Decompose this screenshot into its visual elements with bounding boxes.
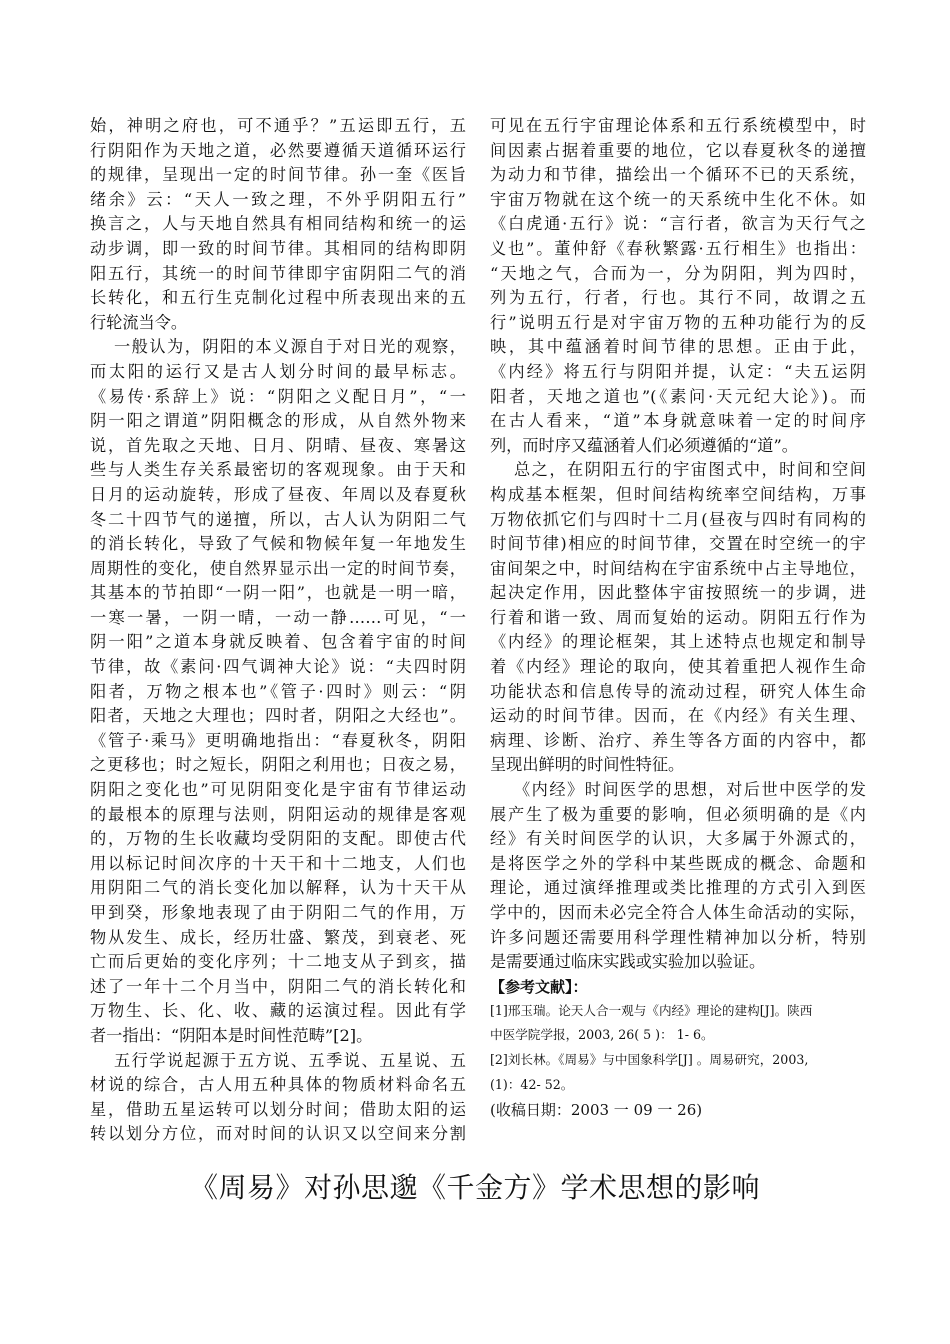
text-line: 《内经》的理论框架，其上述特点也规定和制导 [490, 632, 866, 652]
text-line: 呈现出鲜明的时间性特征。 [490, 755, 685, 775]
text-line: 《管子·乘马》更明确地指出：“春夏秋冬，阴阳 [90, 730, 466, 750]
text-line: 义也”。董仲舒《春秋繁露·五行相生》也指出： [490, 238, 866, 258]
text-line: 列为五行，行者，行也。其行不同，故谓之五 [490, 288, 866, 308]
text-line: 许多问题还需要用科学理性精神加以分析，特别 [490, 927, 866, 947]
text-line: 周期性的变化，使自然界显示出一定的时间节奏， [90, 558, 466, 578]
text-line: “天地之气，合而为一，分为阴阳，判为四时， [490, 263, 866, 283]
text-line: 间因素占据着重要的地位，它以春夏秋冬的递擅 [490, 140, 866, 160]
text-line: 《易传·系辞上》说：“阴阳之义配日月”，“一 [90, 386, 466, 406]
text-line: 的规律，呈现出一定的时间节律。孙一奎《医旨 [90, 165, 466, 185]
text-line: 星，借助五星运转可以划分时间；借助太阳的运 [90, 1099, 466, 1119]
text-line: 在古人看来，“道”本身就意味着一定的时间序 [490, 411, 866, 431]
text-line: 展产生了极为重要的影响，但必须明确的是《内 [490, 804, 866, 824]
text-line: 万物生、长、化、收、藏的运演过程。因此有学 [90, 1001, 466, 1021]
text-line: 甲到癸，形象地表现了由于阴阳二气的作用，万 [90, 903, 466, 922]
text-line: 物从发生、成长，经历壮盛、繁茂，到衰老、死 [90, 927, 466, 947]
text-line: 者一指出：“阴阳本是时间性范畴”[2]。 [90, 1025, 373, 1045]
text-line: 长转化，和五行生克制化过程中所表现出来的五 [90, 288, 466, 308]
text-line: 节律，故《素问·四气调神大论》说：“夫四时阴 [90, 657, 466, 677]
left-column [90, 114, 466, 1147]
text-line: 《内经》将五行与阴阳并提，认定：“夫五运阴 [490, 361, 866, 381]
text-line: 一般认为，阴阳的本义源自于对日光的观察， [114, 337, 466, 357]
text-line: 而太阳的运行又是古人划分时间的最早标志。 [90, 361, 466, 381]
text-line: 行轮流当令。 [90, 312, 188, 332]
text-line: 些与人类生存关系最密切的客观现象。由于天和 [90, 460, 466, 480]
reference-line: [2]刘长林。《周易》与中国象科学[J] 。周易研究，2003, [490, 1051, 809, 1067]
text-line: 材说的综合，古人用五种具体的物质材料命名五 [90, 1075, 466, 1095]
next-article-title: 《周易》对孙思邈《千金方》学术思想的影响 [189, 1171, 760, 1204]
text-line: 的，万物的生长收藏均受阴阳的支配。即使古代 [90, 829, 466, 849]
text-line: 阳者，万物之根本也”《管子·四时》则云：“阴 [90, 681, 466, 701]
text-line: 运动的时间节律。因而，在《内经》有关生理、 [490, 706, 866, 726]
paragraph [90, 114, 466, 335]
text-line: 转以划分方位，而对时间的认识又以空间来分割 [90, 1124, 466, 1144]
text-line: 为动力和节律，描绘出一个循环不已的天系统， [490, 165, 866, 185]
text-line: 行阴阳作为天地之道，必然要遵循天道循环运行 [90, 140, 466, 160]
text-line: 五行学说起源于五方说、五季说、五星说、五 [114, 1050, 466, 1070]
text-line: 学中的，因而未必完全符合人体生命活动的实际， [490, 903, 866, 922]
text-line: 《内经》时间医学的思想，对后世中医学的发 [514, 780, 866, 800]
paragraph [90, 335, 466, 1048]
text-line: 用阴阳二气的消长变化加以解释，认为十天干从 [90, 878, 466, 898]
text-line: 总之，在阴阳五行的宇宙图式中，时间和空间 [514, 460, 866, 480]
text-line: 阴一阳之谓道”阴阳概念的形成，从自然外物来 [90, 411, 466, 431]
text-line: 经》有关时间医学的认识，大多属于外源式的， [490, 829, 866, 849]
text-line: 绪余》云：“天人一致之理，不外乎阴阳五行” [90, 189, 466, 209]
right-column [490, 114, 866, 1123]
text-line: 说，首先取之天地、日月、阴晴、昼夜、寒暑这 [90, 435, 466, 455]
reference-line: 中医学院学报，2003, 26( 5 )： 1- 6。 [490, 1027, 714, 1043]
references-heading: 【参考文献】： [490, 977, 588, 996]
text-line: 阳者，天地之大理也；四时者，阴阳之大经也”。 [90, 706, 466, 726]
text-line: 动步调，即一致的时间节律。其相同的结构即阴 [90, 238, 466, 258]
text-line: 的消长转化，导致了气候和物候年复一年地发生 [90, 534, 466, 554]
text-line: 阴阳之变化也”可见阴阳变化是宇宙有节律运动 [90, 780, 466, 800]
text-line: 可见在五行宇宙理论体系和五行系统模型中，时 [490, 116, 866, 135]
text-line: 病理、诊断、治疗、养生等各方面的内容中，都 [490, 730, 866, 750]
text-line: 阳者，天地之道也”(《素问·天元纪大论》)。而 [490, 386, 866, 406]
text-line: 一寒一暑，一阴一晴，一动一静……可见，“一 [90, 607, 466, 627]
text-line: 冬二十四节气的递擅，所以，古人认为阴阳二气 [90, 509, 466, 529]
text-line: 宇宙万物就在这个统一的天系统中生化不休。如 [490, 189, 866, 209]
text-line: 日月的运动旋转，形成了昼夜、年周以及春夏秋 [90, 484, 466, 504]
text-line: 构成基本框架，但时间结构统率空间结构，万事 [490, 484, 866, 504]
text-line: 始，神明之府也，可不通乎？”五运即五行，五 [90, 116, 466, 135]
text-line: 功能状态和信息传导的流动过程，研究人体生命 [490, 681, 866, 701]
paragraph [490, 114, 866, 458]
text-line: 时间节律)相应的时间节律，交置在时空统一的宇 [490, 534, 866, 554]
text-line: 起决定作用，因此整体宇宙按照统一的步调，进 [490, 583, 866, 603]
reference-line: [1]邢玉瑞。论天人合一观与《内经》理论的建构[J]。陕西 [490, 1002, 813, 1018]
paragraph [90, 1049, 466, 1147]
text-line: 宙间架之中，时间结构在宇宙系统中占主导地位， [490, 558, 866, 578]
received-date: (收稿日期：2003 一 09 一 26) [490, 1101, 703, 1120]
text-line: 行”说明五行是对宇宙万物的五种功能行为的反 [490, 312, 866, 332]
paragraph [490, 458, 866, 778]
text-line: 是将医学之外的学科中某些既成的概念、命题和 [490, 853, 866, 873]
text-line: 阴一阳”之道本身就反映着、包含着宇宙的时间 [90, 632, 466, 652]
paragraph [490, 778, 866, 975]
text-line: 万物依抓它们与四时十二月(昼夜与四时有同构的 [490, 509, 866, 529]
reference-line: (1)：42- 52。 [490, 1076, 574, 1092]
text-line: 《白虎通·五行》说：“言行者，欲言为天行气之 [490, 214, 866, 234]
text-line: 是需要通过临床实践或实验加以验证。 [490, 952, 766, 972]
text-line: 换言之，人与天地自然具有相同结构和统一的运 [90, 214, 466, 234]
text-line: 着《内经》理论的取向，使其着重把人视作生命 [490, 657, 866, 677]
text-line: 理论，通过演绎推理或类比推理的方式引入到医 [490, 878, 866, 898]
text-line: 列，而时序又蕴涵着人们必须遵循的“道”。 [490, 435, 798, 455]
text-line: 映，其中蕴涵着时间节律的思想。正由于此， [490, 337, 866, 357]
text-line: 之更移也；时之短长，阴阳之利用也；日夜之易， [90, 755, 466, 775]
text-line: 的最根本的原理与法则，阴阳运动的规律是客观 [90, 804, 466, 824]
text-line: 述了一年十二个月当中，阴阳二气的消长转化和 [90, 976, 466, 996]
text-line: 用以标记时间次序的十天干和十二地支，人们也 [90, 853, 466, 873]
references-list [490, 999, 866, 1097]
text-line: 行着和谐一致、周而复始的运动。阴阳五行作为 [490, 607, 866, 627]
text-line: 其基本的节拍即“一阴一阳”，也就是一明一暗， [90, 583, 466, 603]
text-line: 亡而后更始的变化序列；十二地支从子到亥，描 [90, 952, 466, 972]
text-line: 阳五行，其统一的时间节律即宇宙阴阳二气的消 [90, 263, 466, 283]
